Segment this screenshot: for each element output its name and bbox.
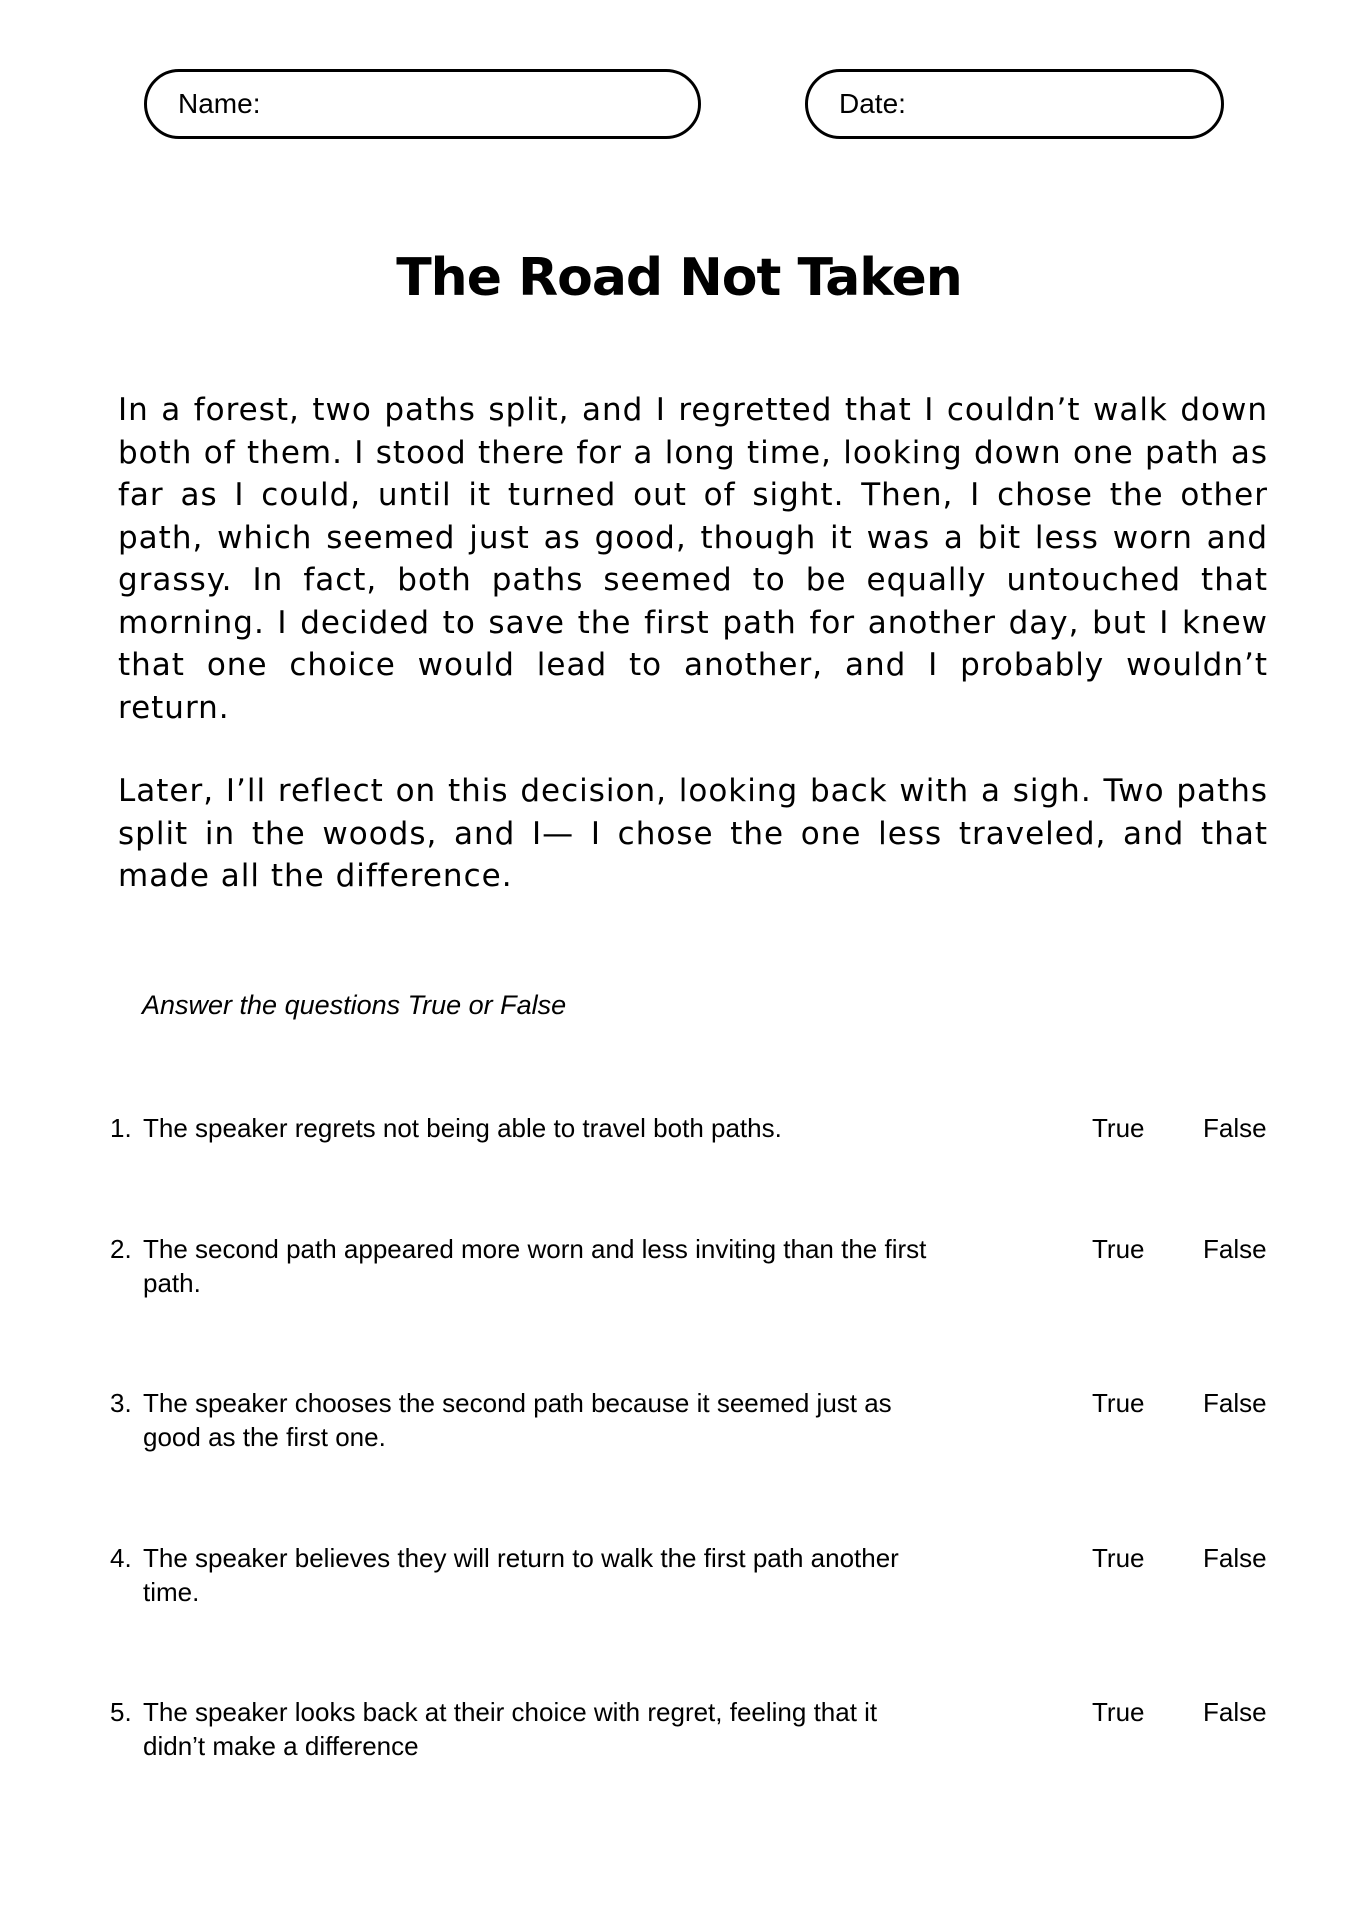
question-text: The speaker believes they will return to walk the first path another time. <box>143 1543 899 1607</box>
question-2 <box>110 1232 1280 1312</box>
question-text: The speaker chooses the second path because it seemed just as good as the first one. <box>143 1388 892 1452</box>
question-number: 2. <box>110 1234 132 1264</box>
true-option[interactable]: True <box>1092 1113 1145 1143</box>
question-number: 3. <box>110 1388 132 1418</box>
name-field[interactable] <box>144 69 701 139</box>
question-4 <box>110 1541 1280 1621</box>
true-option[interactable]: True <box>1092 1388 1145 1418</box>
true-option[interactable]: True <box>1092 1234 1145 1264</box>
worksheet-title: The Road Not Taken <box>396 248 962 308</box>
false-option[interactable]: False <box>1203 1234 1267 1264</box>
question-text: The second path appeared more worn and less inviting than the first path. <box>143 1234 927 1298</box>
false-option[interactable]: False <box>1203 1543 1267 1573</box>
question-1 <box>110 1111 1280 1191</box>
question-text: The speaker looks back at their choice with regret, feeling that it didn’t make a difference <box>143 1697 878 1761</box>
true-option[interactable]: True <box>1092 1543 1145 1573</box>
true-option[interactable]: True <box>1092 1697 1145 1727</box>
false-option[interactable]: False <box>1203 1388 1267 1418</box>
question-number: 5. <box>110 1697 132 1727</box>
false-option[interactable]: False <box>1203 1697 1267 1727</box>
question-number: 1. <box>110 1113 132 1143</box>
instructions: Answer the questions True or False <box>142 990 567 1020</box>
question-text: The speaker regrets not being able to travel both paths. <box>143 1113 782 1143</box>
date-field[interactable] <box>805 69 1224 139</box>
false-option[interactable]: False <box>1203 1113 1267 1143</box>
date-label: Date: <box>839 88 906 119</box>
passage-paragraph-2: Later, I’ll reflect on this decision, looking back with a sigh. Two paths split in the woods, and I— I chose the one less traveled, and that made all the difference. <box>118 773 1268 894</box>
question-number: 4. <box>110 1543 132 1573</box>
passage-paragraph-1: In a forest, two paths split, and I regretted that I couldn’t walk down both of them. I stood there for a long time, looking down one path as far as I could, until it turned out of sight. Then, I chose the other path, which seemed just as good, though it was a bit less worn and grassy. In fact, both paths seemed to be equally untouched that morning. I decided to save the first path for another day, but I knew that one choice would lead to another, and I probably wouldn’t return. <box>118 392 1268 726</box>
name-label: Name: <box>178 88 261 119</box>
question-3 <box>110 1386 1280 1466</box>
question-5 <box>110 1695 1280 1775</box>
